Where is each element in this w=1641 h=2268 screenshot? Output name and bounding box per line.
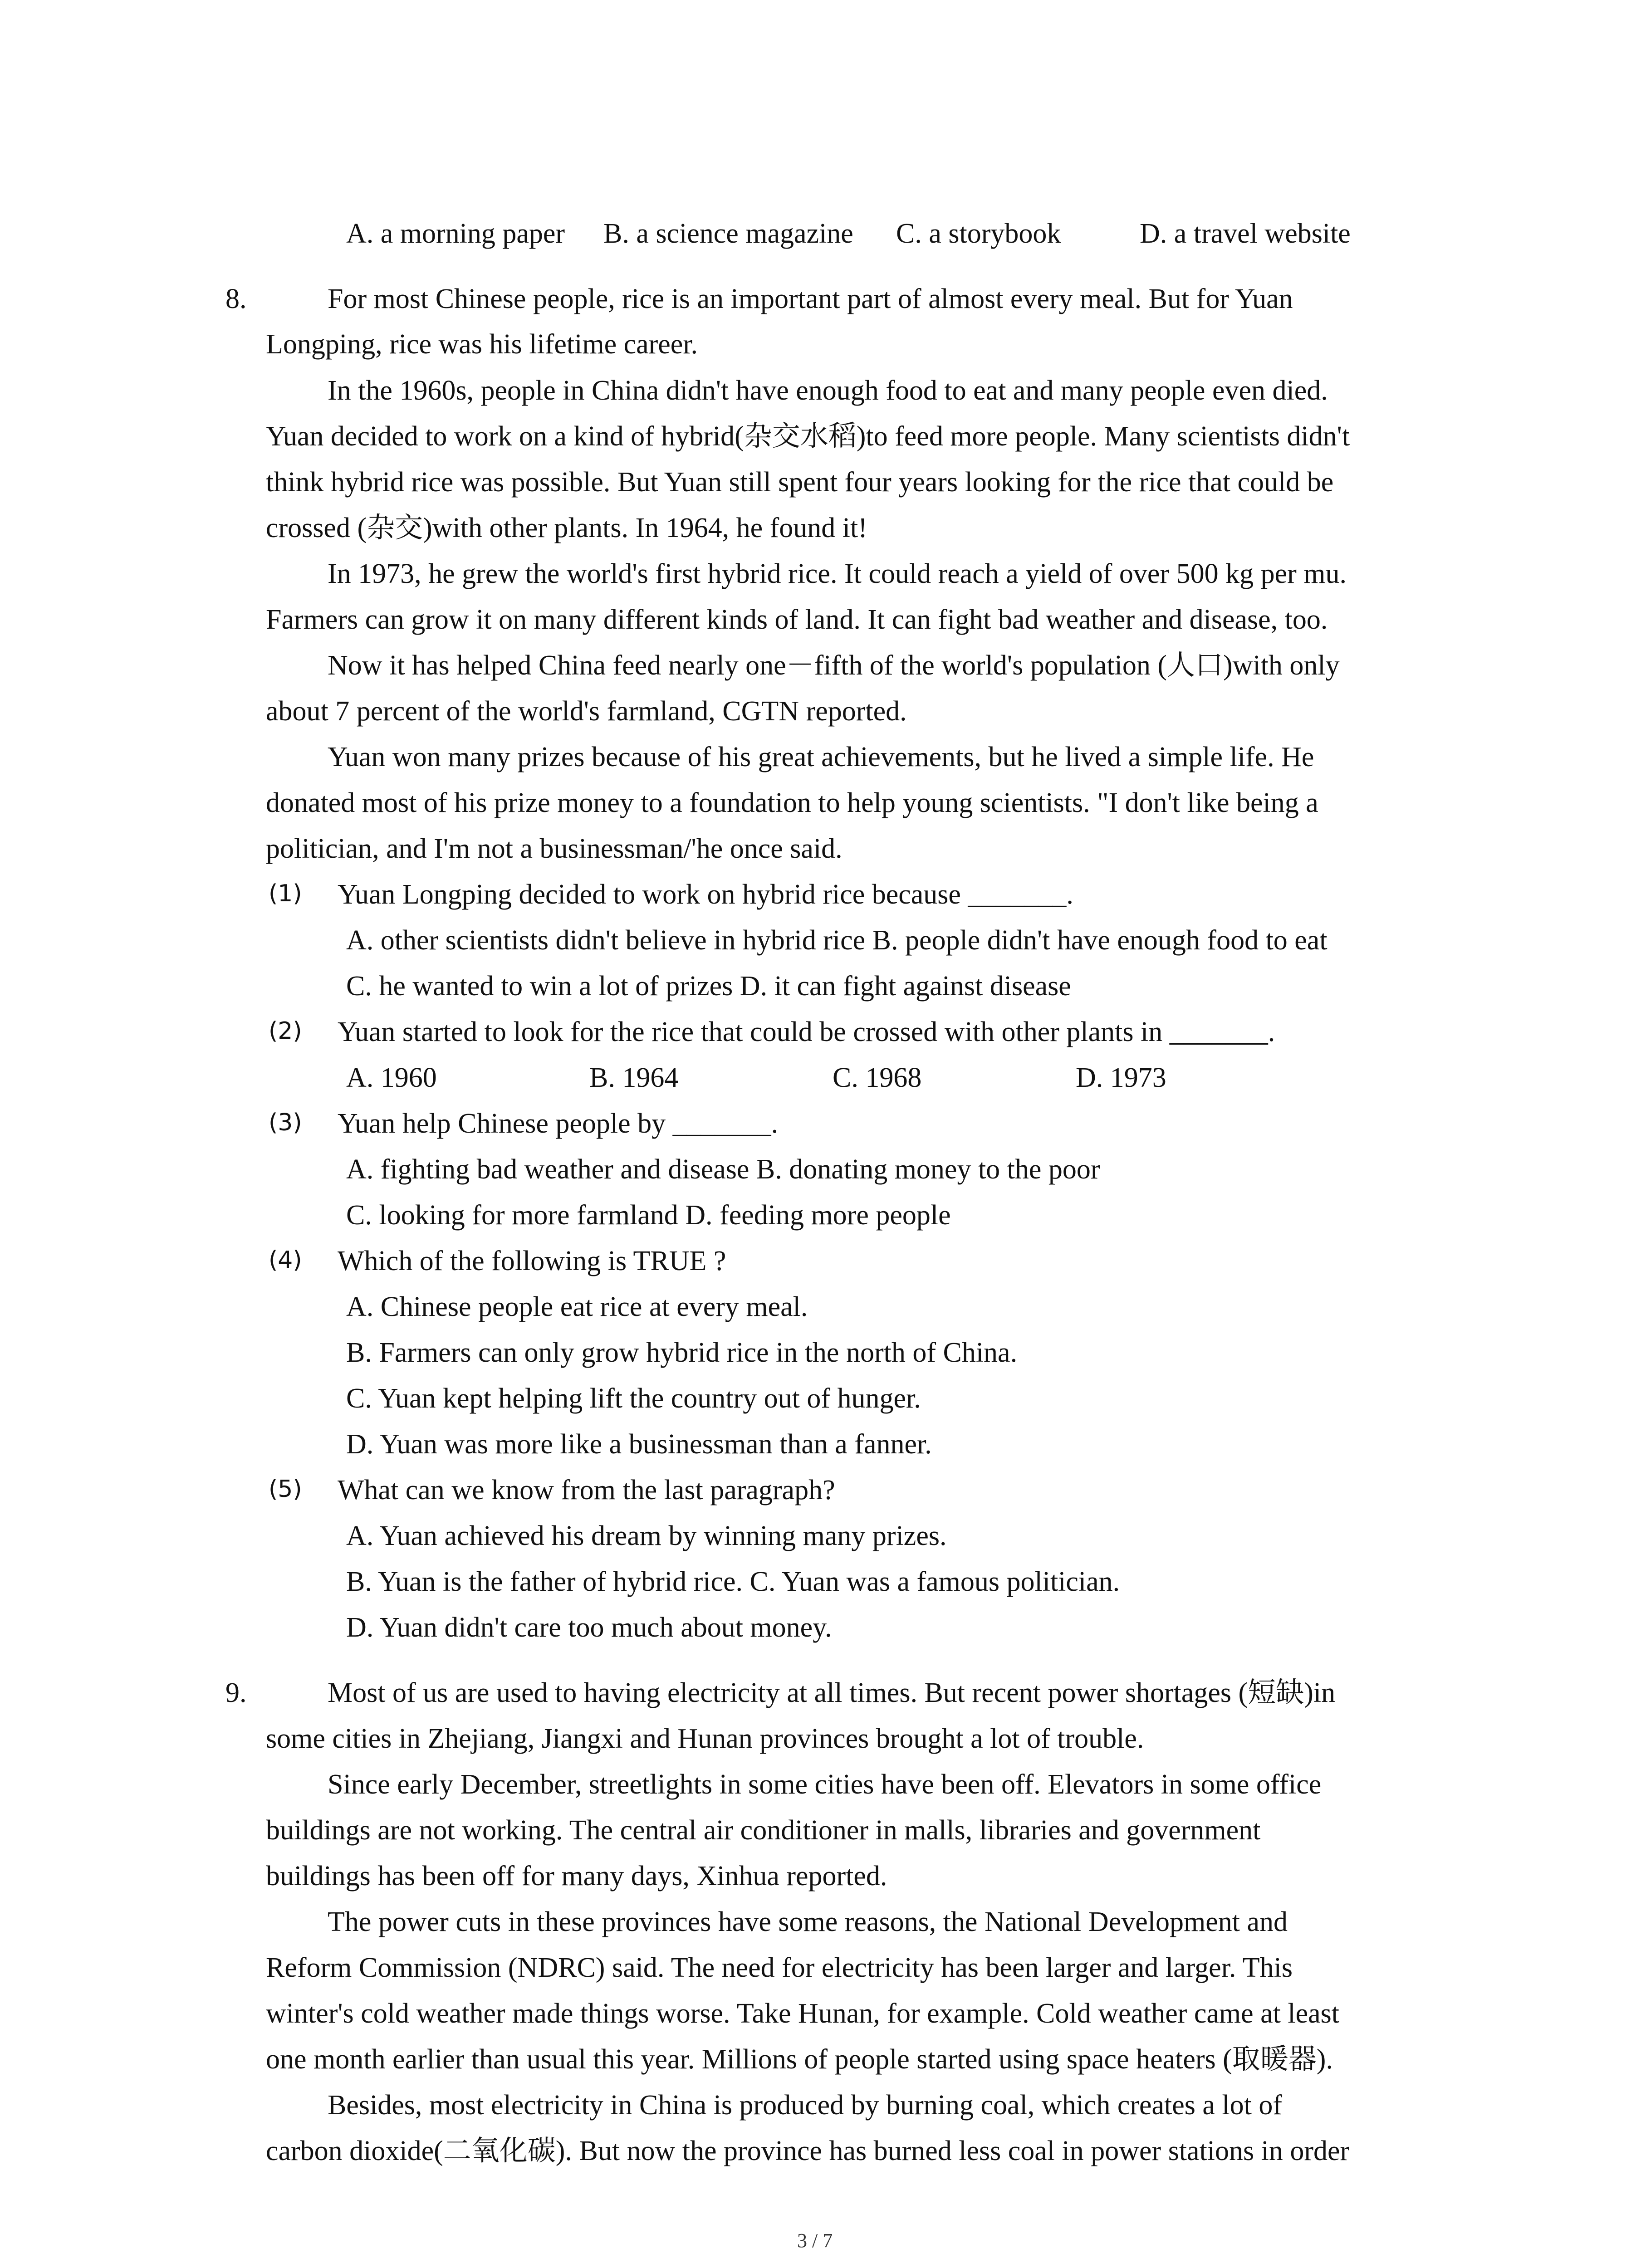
q8-sub5-option-d: D. Yuan didn't care too much about money. <box>346 1612 832 1643</box>
q8-sub2-option-b: B. 1964 <box>589 1062 679 1093</box>
q8-sub5-option-a: A. Yuan achieved his dream by winning many prizes. <box>346 1520 947 1551</box>
q8-sub4-option-c: C. Yuan kept helping lift the country out of hunger. <box>346 1383 921 1414</box>
q9-passage-line: one month earlier than usual this year. Millions of people started using space heaters (取暖器). <box>266 2044 1333 2075</box>
q9-passage-line: buildings are not working. The central air conditioner in malls, libraries and government <box>266 1815 1261 1846</box>
q7-option-d: D. a travel website <box>1140 218 1351 249</box>
q8-sub1-options-line: C. he wanted to win a lot of prizes D. it can fight against disease <box>346 971 1071 1002</box>
q9-passage-line: Besides, most electricity in China is produced by burning coal, which creates a lot of <box>328 2090 1283 2121</box>
q8-passage-line: Yuan decided to work on a kind of hybrid(杂交水稻)to feed more people. Many scientists didn't <box>266 421 1350 452</box>
q8-passage-line: Now it has helped China feed nearly one－fifth of the world's population (人口)with only <box>328 650 1340 681</box>
q8-sub5-number: (5) <box>269 1476 302 1503</box>
q8-sub4-option-a: A. Chinese people eat rice at every meal. <box>346 1291 808 1322</box>
q8-passage-line: donated most of his prize money to a foundation to help young scientists. "I don't like being a <box>266 787 1318 818</box>
q9-passage-line: Most of us are used to having electricity at all times. But recent power shortages (短缺)in <box>328 1677 1336 1708</box>
q8-sub1-stem: Yuan Longping decided to work on hybrid rice because _______. <box>338 879 1073 910</box>
q7-option-c: C. a storybook <box>896 218 1061 249</box>
q8-sub2-option-c: C. 1968 <box>833 1062 922 1093</box>
q8-sub5-options-line: B. Yuan is the father of hybrid rice. C. Yuan was a famous politician. <box>346 1566 1120 1597</box>
q9-passage-line: winter's cold weather made things worse. Take Hunan, for example. Cold weather came at least <box>266 1998 1340 2029</box>
q8-passage-line: about 7 percent of the world's farmland, CGTN reported. <box>266 696 907 727</box>
page-number: 3 / 7 <box>797 2229 833 2252</box>
q8-sub1-options-line: A. other scientists didn't believe in hybrid rice B. people didn't have enough food to eat <box>346 925 1327 956</box>
q8-passage-line: Yuan won many prizes because of his great achievements, but he lived a simple life. He <box>328 742 1314 772</box>
q8-sub3-options-line: C. looking for more farmland D. feeding more people <box>346 1200 951 1231</box>
q8-sub2-option-d: D. 1973 <box>1076 1062 1166 1093</box>
q8-passage-line: In 1973, he grew the world's first hybrid rice. It could reach a yield of over 500 kg per mu. <box>328 558 1347 589</box>
q8-sub4-option-b: B. Farmers can only grow hybrid rice in the north of China. <box>346 1337 1018 1368</box>
q8-sub3-stem: Yuan help Chinese people by _______. <box>338 1108 779 1139</box>
q8-sub4-stem: Which of the following is TRUE ? <box>338 1246 726 1276</box>
q7-option-a: A. a morning paper <box>346 218 565 249</box>
q8-sub4-number: (4) <box>269 1246 302 1274</box>
q8-passage-line: Longping, rice was his lifetime career. <box>266 329 698 360</box>
q9-passage-line: Since early December, streetlights in some cities have been off. Elevators in some office <box>328 1769 1322 1800</box>
q8-sub3-number: (3) <box>269 1109 302 1136</box>
q8-sub1-number: (1) <box>269 880 302 907</box>
q7-option-b: B. a science magazine <box>603 218 853 249</box>
q9-passage-line: carbon dioxide(二氧化碳). But now the province has burned less coal in power stations in order <box>266 2136 1350 2166</box>
q9-passage-line: some cities in Zhejiang, Jiangxi and Hunan provinces brought a lot of trouble. <box>266 1723 1144 1754</box>
q8-sub2-option-a: A. 1960 <box>346 1062 437 1093</box>
q8-sub4-option-d: D. Yuan was more like a businessman than a fanner. <box>346 1429 932 1460</box>
q8-passage-line: Farmers can grow it on many different kinds of land. It can fight bad weather and disease, too. <box>266 604 1328 635</box>
q8-sub2-number: (2) <box>269 1017 302 1045</box>
q8-passage-line: In the 1960s, people in China didn't have enough food to eat and many people even died. <box>328 375 1328 406</box>
q8-sub5-stem: What can we know from the last paragraph? <box>338 1475 835 1505</box>
q8-number: 8. <box>225 284 247 314</box>
q8-passage-line: crossed (杂交)with other plants. In 1964, he found it! <box>266 513 867 543</box>
q8-sub3-options-line: A. fighting bad weather and disease B. donating money to the poor <box>346 1154 1100 1185</box>
q8-passage-line: think hybrid rice was possible. But Yuan still spent four years looking for the rice that could be <box>266 467 1334 498</box>
q9-number: 9. <box>225 1677 247 1708</box>
q9-passage-line: Reform Commission (NDRC) said. The need for electricity has been larger and larger. This <box>266 1952 1293 1983</box>
q9-passage-line: buildings has been off for many days, Xinhua reported. <box>266 1861 887 1892</box>
q9-passage-line: The power cuts in these provinces have some reasons, the National Development and <box>328 1906 1288 1937</box>
q8-sub2-stem: Yuan started to look for the rice that could be crossed with other plants in _______. <box>338 1017 1275 1047</box>
q8-passage-line: For most Chinese people, rice is an important part of almost every meal. But for Yuan <box>328 284 1293 314</box>
q8-passage-line: politician, and I'm not a businessman/'he once said. <box>266 833 843 864</box>
